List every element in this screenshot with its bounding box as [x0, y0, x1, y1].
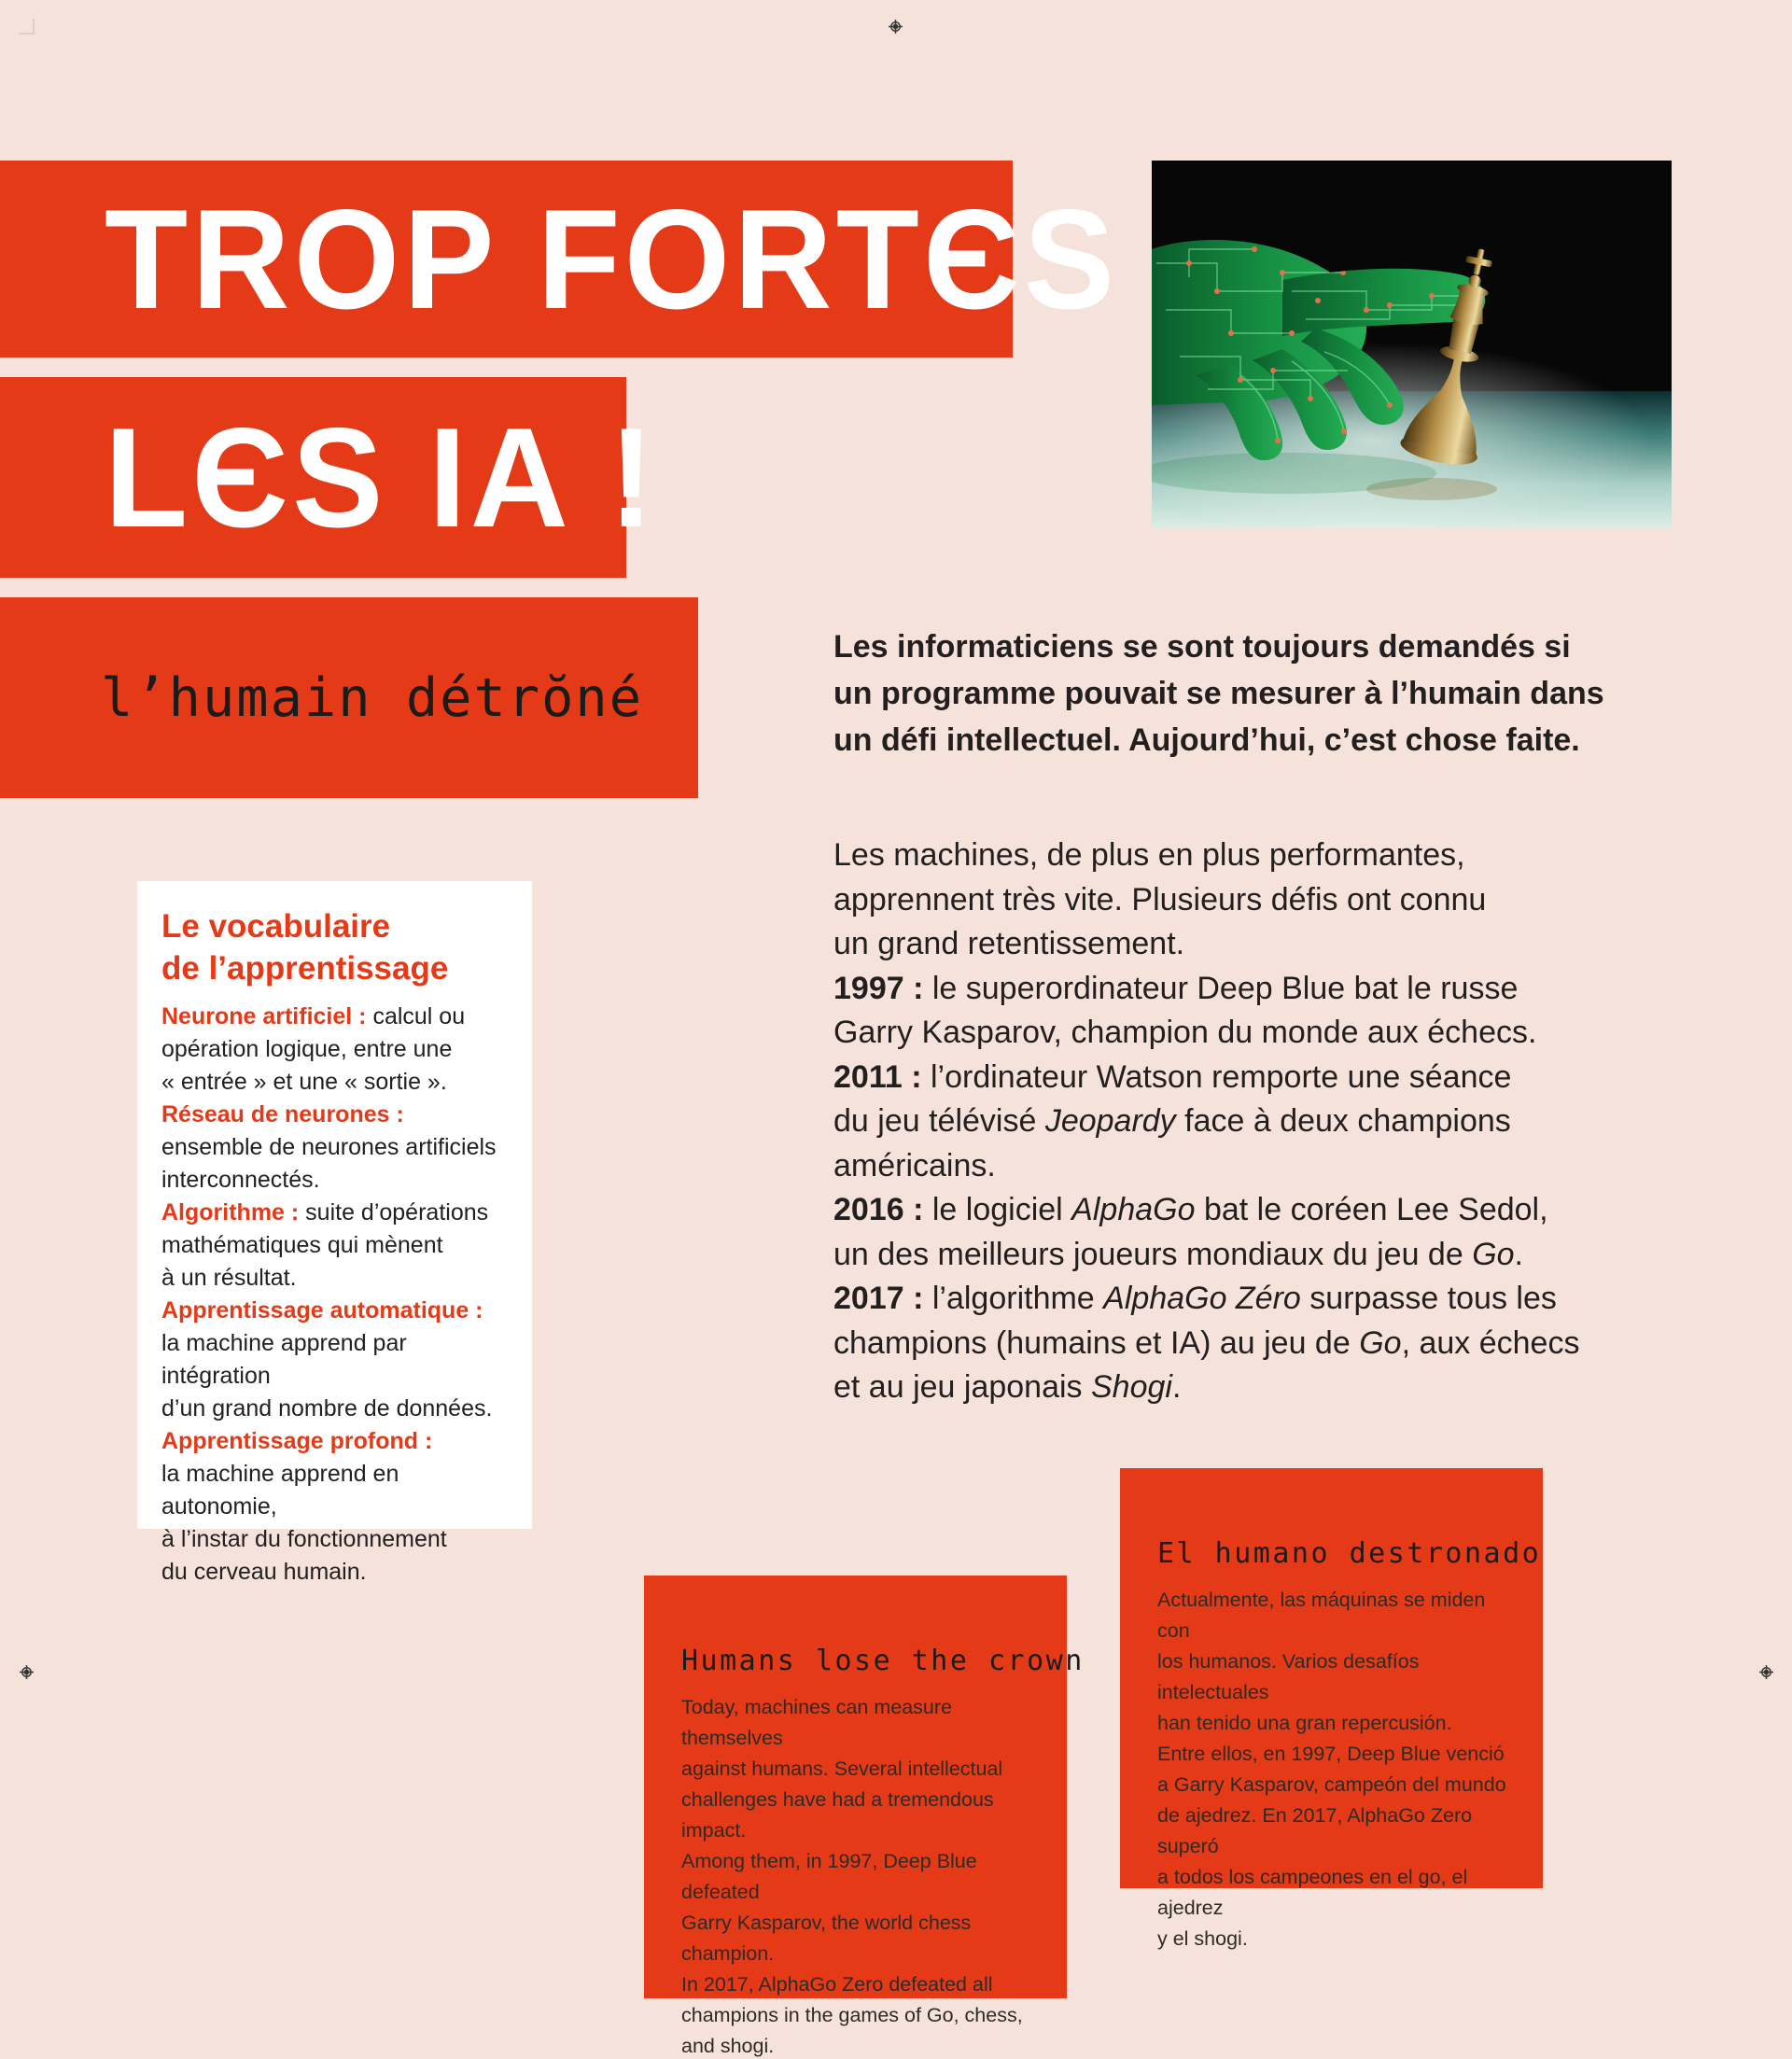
registration-mark-icon: [889, 20, 903, 34]
vocabulary-definitions: Neurone artificiel : calcul ou opération logique, entre une « entrée » et une « sortie ». Réseau de neurones : ensemble de neurones artificiels interconnectés. Algorithme : suite d’opérations mathématiques qui mènent à un résultat. Apprentissage automatique : la machine apprend par intégration d’un grand nombre de données. Apprentissage profond : la machine apprend en autonomie, à l’instar du fonctionnement du cerveau humain.: [161, 1003, 497, 1585]
subtitle-banner: [0, 597, 698, 798]
photo-illustration: [1152, 161, 1672, 528]
title-banner-line1: [0, 161, 1119, 357]
title-text-line2: LЄS IA !: [105, 398, 658, 556]
intro-paragraph: Les informaticiens se sont toujours demandés si un programme pouvait se mesurer à l’humain dans un défi intellectuel. Aujourd’hui, c’est chose faite.: [833, 629, 1604, 758]
timeline-paragraph: Les machines, de plus en plus performantes, apprennent très vite. Plusieurs défis ont connu un grand retentissement. 1997 : le superordinateur Deep Blue bat le russe Garry Kasparov, champion du monde aux échecs. 2011 : l’ordinateur Watson remporte une séance du jeu télévisé Jeopardy face à deux champions américains. 2016 : le logiciel AlphaGo bat le coréen Lee Sedol, un des meilleurs joueurs mondiaux du jeu de Go. 2017 : l’algorithme AlphaGo Zéro surpasse tous les champions (humains et IA) au jeu de Go, aux échecs et au jeu japonais Shogi.: [833, 837, 1580, 1405]
crop-corner-mark-icon: [19, 19, 35, 35]
english-box-title: Humans lose the crown: [681, 1645, 1085, 1677]
spanish-box-title: El humano destronado: [1157, 1537, 1542, 1570]
title-banner-line2: [0, 377, 658, 578]
registration-mark-icon: [1759, 1665, 1773, 1679]
subtitle-text: l’humain détrŏné: [101, 666, 644, 729]
spanish-box-text: Actualmente, las máquinas se miden con los humanos. Varios desafíos intelectuales han tenido una gran repercusión. Entre ellos, en 1997, Deep Blue venció a Garry Kasparov, campeón del mundo de ajedrez. En 2017, AlphaGo Zero superó a todos los campeones en el go, el ajedrez y el shogi.: [1157, 1589, 1506, 1950]
vocabulary-title: Le vocabulaire de l’apprentissage: [161, 908, 449, 987]
spanish-translation-box: [1120, 1468, 1543, 1950]
vocabulary-box: [137, 881, 532, 1585]
title-text-line1: TROP FORTЄS: [105, 179, 1119, 338]
english-box-text: Today, machines can measure themselves against humans. Several intellectual challenges have had a tremendous impact. Among them, in 1997, Deep Blue defeated Garry Kasparov, the world chess champion. In 2017, AlphaGo Zero defeated all champions in the games of Go, chess, and shogi.: [681, 1696, 1023, 2057]
circuit-hand-chess-king-photo: [1152, 161, 1672, 528]
registration-mark-icon: [20, 1665, 34, 1679]
english-translation-box: [644, 1576, 1085, 2057]
